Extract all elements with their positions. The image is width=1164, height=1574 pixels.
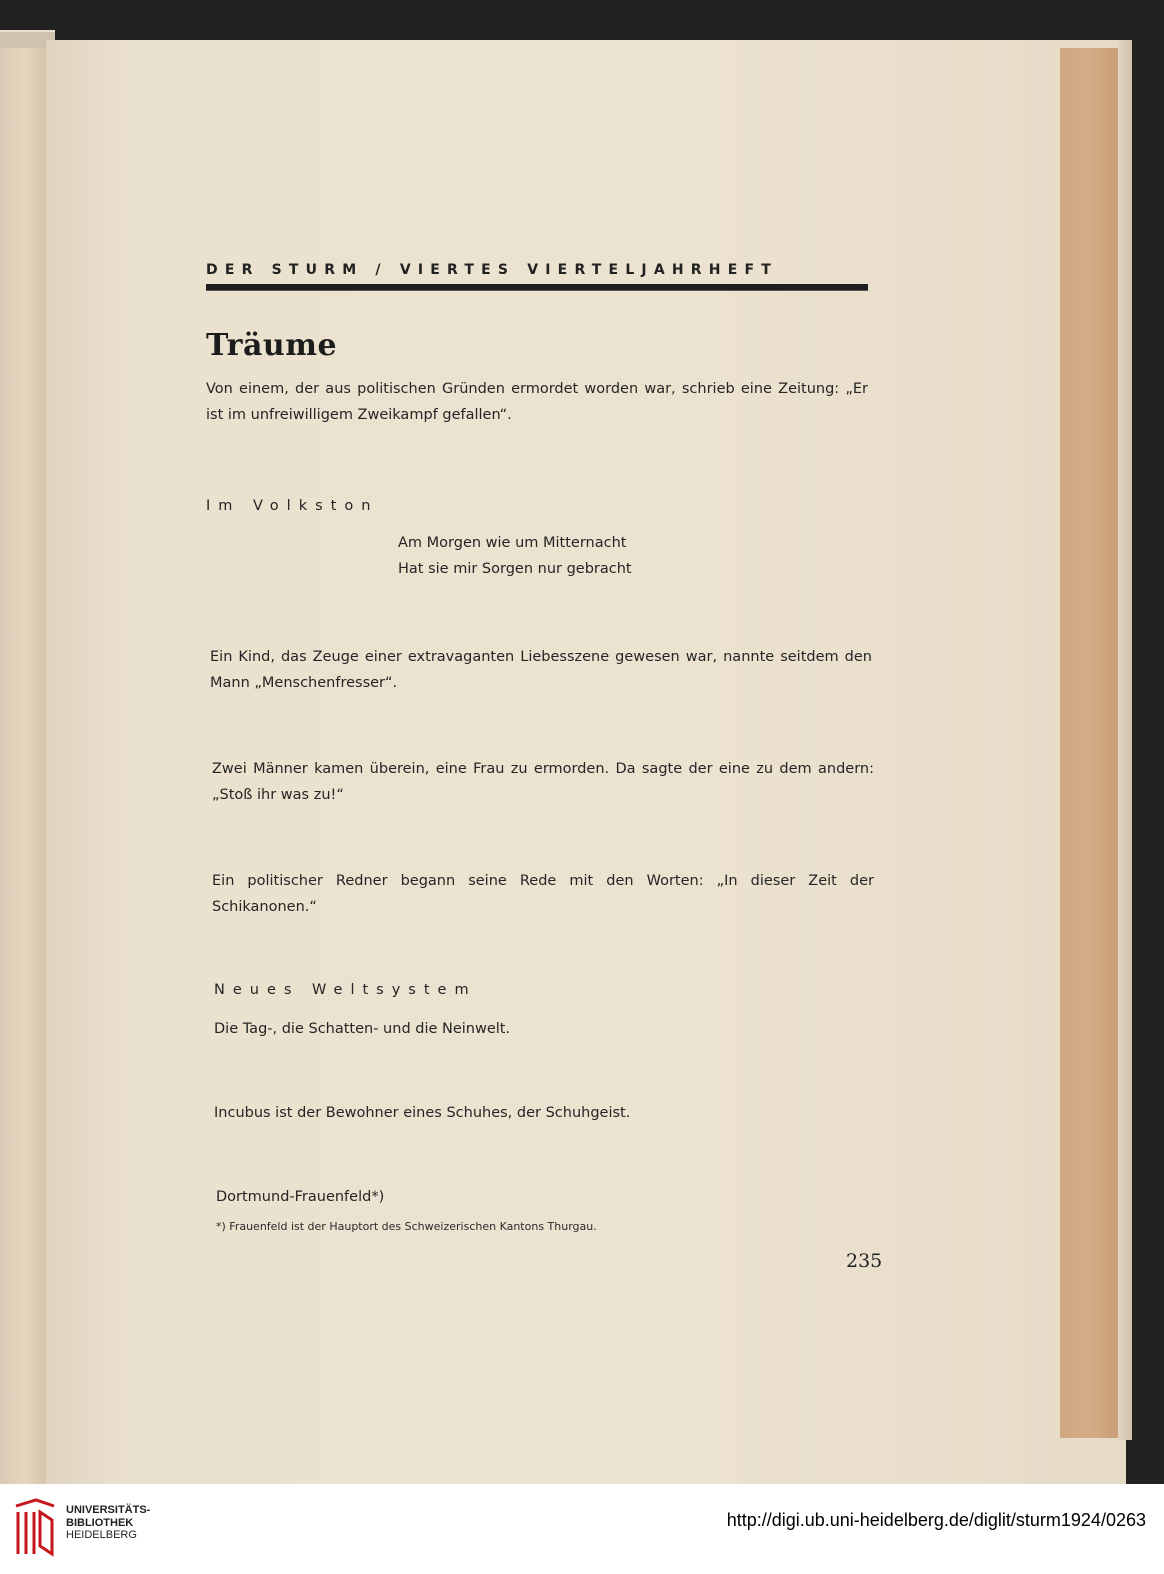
verse-line-1: Am Morgen wie um Mitternacht — [398, 535, 627, 551]
journal-header: DER STURM / VIERTES VIERTELJAHRHEFT — [206, 262, 778, 278]
permalink-url[interactable]: http://digi.ub.uni-heidelberg.de/diglit/sturm1924/0263 — [726, 1510, 1146, 1530]
article-title: Träume — [206, 328, 338, 363]
library-name[interactable] — [66, 1504, 150, 1542]
page-edge — [1118, 40, 1132, 1440]
paragraph-4: Ein politischer Redner begann seine Rede mit den Worten: „In dieser Zeit der Schikanonen.“ — [212, 873, 874, 915]
verse-line-2: Hat sie mir Sorgen nur gebracht — [398, 561, 632, 577]
library-logo-icon[interactable] — [14, 1498, 56, 1558]
paragraph-1: Von einem, der aus politischen Gründen ermordet worden war, schrieb eine Zeitung: „Er ist im unfreiwilligem Zweikampf gefallen“. — [206, 381, 868, 423]
author-signature: Dortmund-Frauenfeld*) — [216, 1189, 385, 1205]
page-number: 235 — [846, 1250, 883, 1272]
paragraph-2: Ein Kind, das Zeuge einer extravaganten Liebesszene gewesen war, nannte seitdem den Mann „Menschenfresser“. — [210, 649, 872, 691]
header-rule — [206, 284, 868, 291]
library-name-line-3: HEIDELBERG — [66, 1529, 137, 1541]
page-binding-strip — [1060, 48, 1118, 1438]
paragraph-6: Incubus ist der Bewohner eines Schuhes, der Schuhgeist. — [214, 1105, 631, 1121]
footnote: *) Frauenfeld ist der Hauptort des Schweizerischen Kantons Thurgau. — [216, 1220, 597, 1233]
paragraph-3: Zwei Männer kamen überein, eine Frau zu ermorden. Da sagte der eine zu dem andern: „Stoß ihr was zu!“ — [212, 761, 874, 803]
library-name-line-1: UNIVERSITÄTS- — [66, 1504, 151, 1516]
section-heading-volkston: Im Volkston — [206, 498, 379, 514]
section-heading-weltsystem: Neues Weltsystem — [214, 982, 477, 998]
library-name-line-2: BIBLIOTHEK — [66, 1516, 134, 1529]
paragraph-5: Die Tag-, die Schatten- und die Neinwelt. — [214, 1021, 511, 1037]
library-footer-bar — [0, 1484, 1164, 1574]
